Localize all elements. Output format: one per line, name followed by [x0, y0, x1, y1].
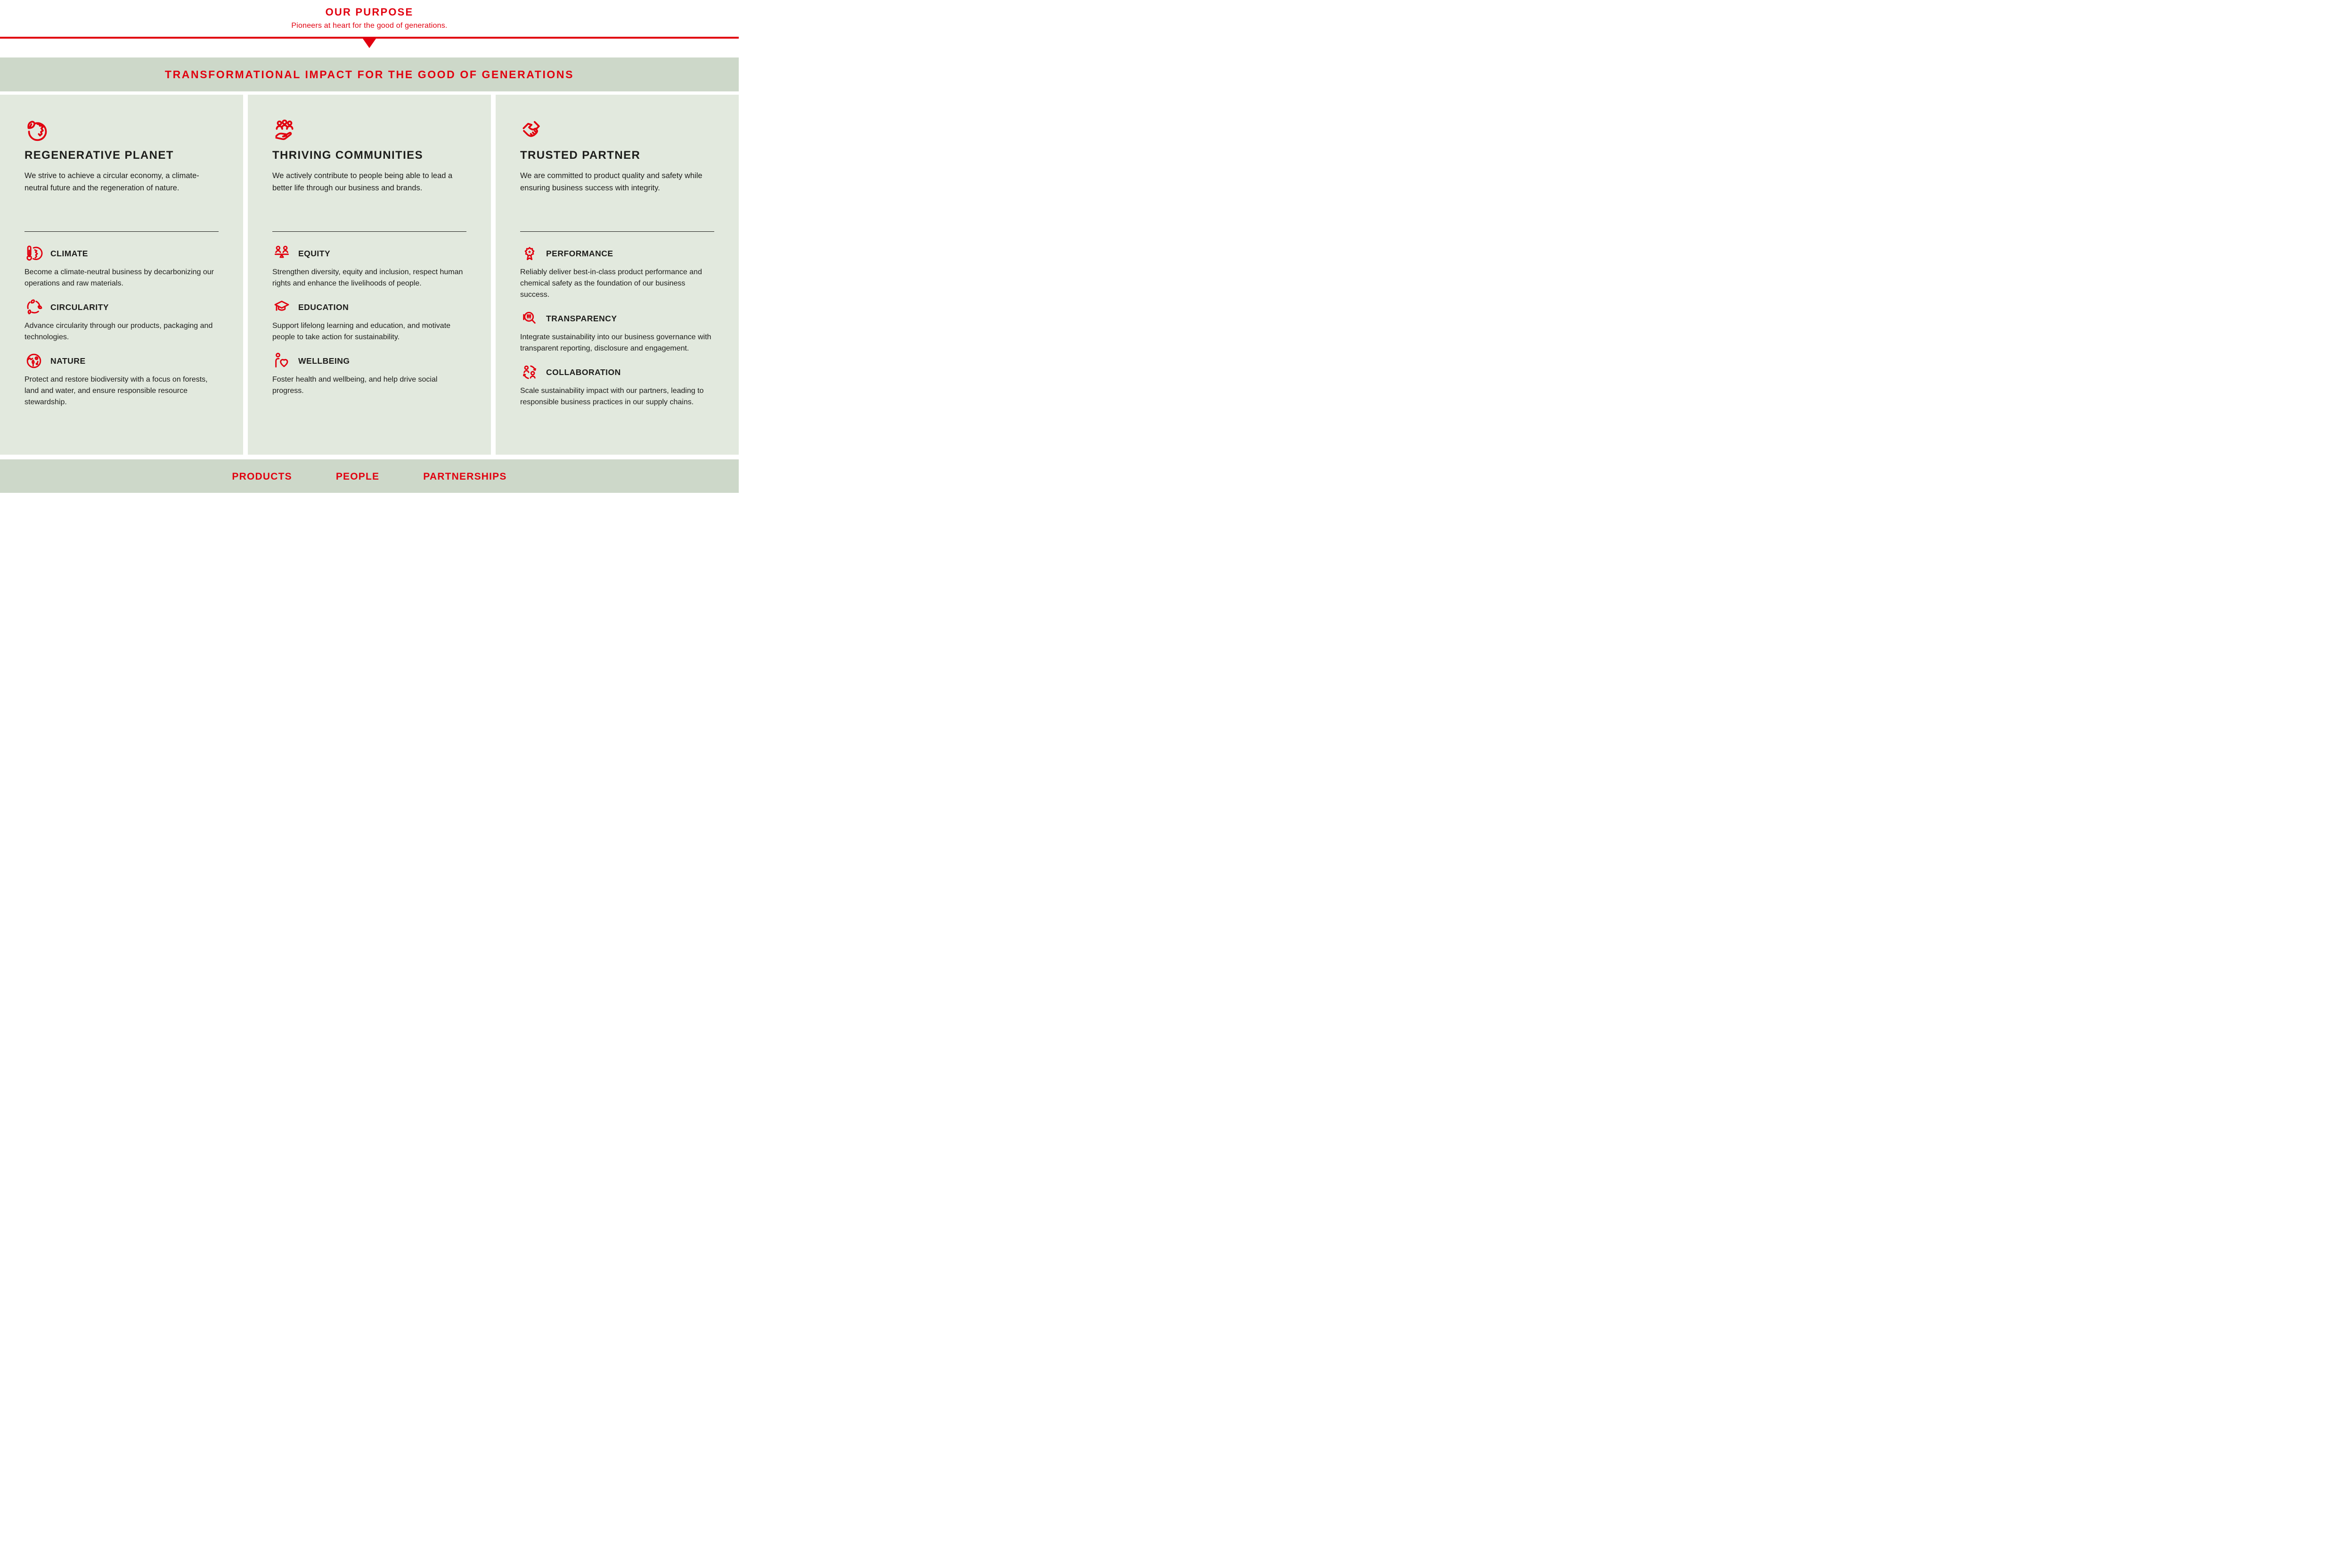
- globe-nature-icon: [24, 351, 43, 370]
- pillar-thriving-communities: [248, 95, 491, 455]
- thermometer-globe-icon: [24, 244, 43, 263]
- focus-area-education: [272, 298, 468, 343]
- impact-banner-label: TRANSFORMATIONAL IMPACT FOR THE GOOD OF GENERATIONS: [164, 68, 574, 81]
- pillar-regenerative-planet: [0, 95, 243, 455]
- focus-text: Integrate sustainability into our business governance with transparent reporting, disclosure and engagement.: [520, 333, 711, 352]
- pillar-divider: [520, 231, 714, 232]
- handshake-icon: [520, 118, 716, 143]
- focus-area-circularity: [24, 298, 220, 343]
- focus-text: Strengthen diversity, equity and inclusion, respect human rights and enhance the livelihoods of people.: [272, 268, 463, 287]
- pillar-title: TRUSTED PARTNER: [520, 149, 641, 162]
- focus-area-nature: [24, 351, 220, 408]
- focus-label: CLIMATE: [50, 248, 88, 258]
- focus-area-climate: [24, 244, 220, 289]
- people-hand-icon: [272, 118, 468, 143]
- globe-leaf-icon: [24, 118, 220, 143]
- purpose-title: OUR PURPOSE: [325, 6, 414, 18]
- focus-text: Scale sustainability impact with our partners, leading to responsible business practices in our supply chains.: [520, 387, 704, 406]
- purpose-subtitle: Pioneers at heart for the good of generations.: [291, 22, 448, 30]
- focus-area-performance: [520, 244, 716, 301]
- focus-area-transparency: [520, 309, 716, 354]
- recycle-leaves-icon: [24, 298, 43, 317]
- focus-text: Support lifelong learning and education, and motivate people to take action for sustainability.: [272, 322, 451, 341]
- footer-banner: [0, 459, 739, 493]
- person-heart-icon: [272, 351, 291, 370]
- pillar-title: THRIVING COMMUNITIES: [272, 149, 423, 162]
- award-rosette-icon: [520, 244, 539, 263]
- focus-text: Reliably deliver best-in-class product performance and chemical safety as the foundation of our business success.: [520, 268, 702, 299]
- people-balance-icon: [272, 244, 291, 263]
- focus-label: COLLABORATION: [546, 367, 621, 377]
- sustainability-framework-page: [0, 0, 739, 493]
- focus-area-wellbeing: [272, 351, 468, 397]
- pillar-divider: [272, 231, 466, 232]
- focus-label: CIRCULARITY: [50, 302, 109, 312]
- focus-text: Become a climate-neutral business by decarbonizing our operations and raw materials.: [24, 268, 214, 287]
- focus-text: Advance circularity through our products, packaging and technologies.: [24, 322, 213, 341]
- focus-label: WELLBEING: [298, 356, 350, 366]
- down-arrow-icon: [363, 39, 376, 48]
- focus-area-equity: [272, 244, 468, 289]
- pillar-intro: We strive to achieve a circular economy, a climate-neutral future and the regeneration of nature.: [24, 172, 199, 192]
- focus-label: EQUITY: [298, 248, 331, 258]
- focus-label: PERFORMANCE: [546, 248, 613, 258]
- focus-text: Foster health and wellbeing, and help drive social progress.: [272, 376, 438, 395]
- pillar-title: REGENERATIVE PLANET: [24, 149, 174, 162]
- graduation-cap-icon: [272, 298, 291, 317]
- focus-label: EDUCATION: [298, 302, 349, 312]
- focus-area-collaboration: [520, 363, 716, 408]
- pillar-intro: We are committed to product quality and safety while ensuring business success with integrity.: [520, 172, 702, 192]
- pillar-divider: [24, 231, 219, 232]
- focus-text: Protect and restore biodiversity with a focus on forests, land and water, and ensure responsible resource stewardship.: [24, 376, 208, 406]
- focus-label: NATURE: [50, 356, 86, 366]
- people-circle-icon: [520, 363, 539, 382]
- footer-item-people: PEOPLE: [335, 471, 380, 482]
- pillars-row: [0, 95, 739, 455]
- impact-banner: [0, 57, 739, 91]
- footer-item-partnerships: PARTNERSHIPS: [423, 471, 507, 482]
- focus-label: TRANSPARENCY: [546, 313, 617, 323]
- pillar-trusted-partner: [496, 95, 739, 455]
- magnifier-report-icon: [520, 309, 539, 328]
- pillar-intro: We actively contribute to people being able to lead a better life through our business and brands.: [272, 172, 453, 192]
- purpose-header: [0, 0, 739, 30]
- footer-item-products: PRODUCTS: [232, 471, 292, 482]
